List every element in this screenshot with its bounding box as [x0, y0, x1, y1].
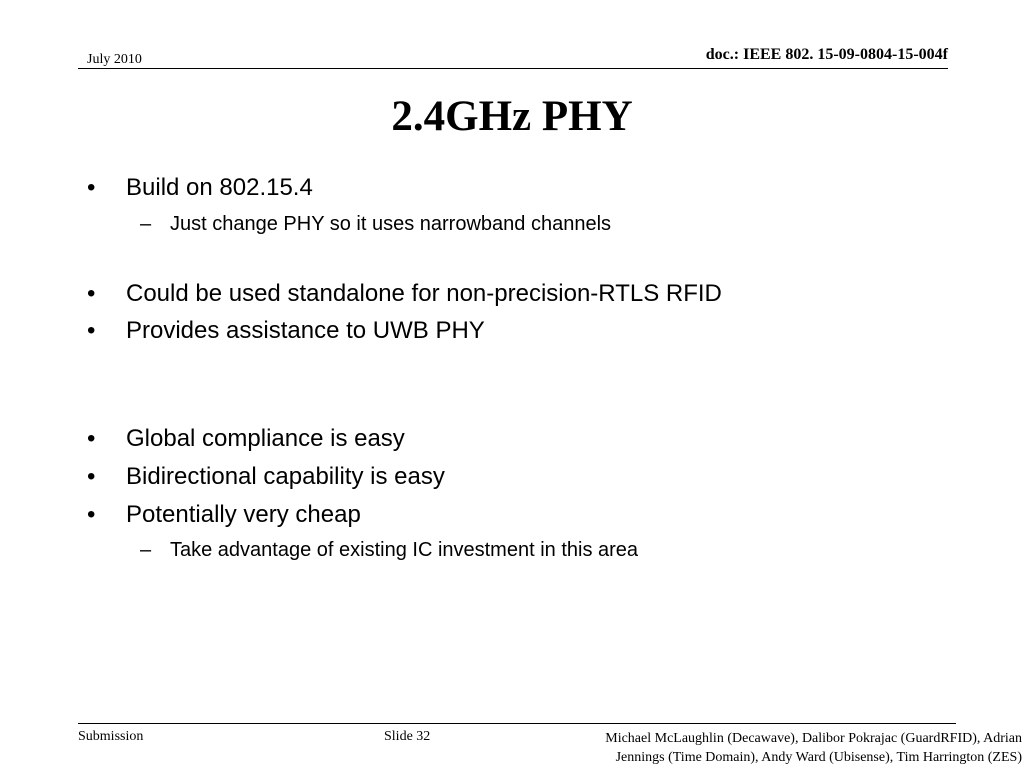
bullet-item — [87, 501, 361, 529]
header-doc-id: doc.: IEEE 802. 15-09-0804-15-004f — [705, 46, 948, 63]
bullet-item — [87, 317, 485, 345]
sub-bullet-item — [140, 538, 639, 562]
footer-submission: Submission — [78, 729, 144, 744]
bullet-icon: • — [87, 174, 96, 201]
sub-bullet-text: Take advantage of existing IC investment in this area — [170, 539, 639, 561]
footer-authors-line1: Michael McLaughlin (Decawave), Dalibor Pokrajac (GuardRFID), Adrian — [605, 731, 1022, 746]
footer-authors-line2: Jennings (Time Domain), Andy Ward (Ubisense), Tim Harrington (ZES) — [615, 750, 1022, 765]
bullet-text: Bidirectional capability is easy — [126, 463, 445, 490]
bullet-text: Could be used standalone for non-precision-RTLS RFID — [126, 280, 722, 307]
bullet-icon: • — [87, 501, 96, 528]
footer-slide-number: Slide 32 — [384, 729, 431, 744]
bullet-icon: • — [87, 463, 96, 490]
bullet-item — [87, 425, 405, 453]
bullet-icon: • — [87, 280, 96, 307]
slide-title: 2.4GHz PHY — [391, 93, 633, 140]
sub-bullet-item — [140, 212, 612, 236]
bullet-text: Provides assistance to UWB PHY — [126, 317, 485, 344]
bullet-text: Potentially very cheap — [126, 501, 361, 528]
dash-icon: – — [140, 539, 152, 561]
bullet-text: Build on 802.15.4 — [126, 174, 313, 201]
footer-rule — [78, 723, 956, 724]
bullet-text: Global compliance is easy — [126, 425, 405, 452]
bullet-icon: • — [87, 425, 96, 452]
dash-icon: – — [140, 213, 152, 235]
bullet-item — [87, 280, 722, 308]
bullet-item — [87, 174, 313, 202]
footer-authors — [502, 729, 1022, 767]
bullet-item — [87, 463, 445, 491]
header-date: July 2010 — [87, 52, 142, 67]
bullet-icon: • — [87, 317, 96, 344]
sub-bullet-text: Just change PHY so it uses narrowband channels — [170, 213, 612, 235]
